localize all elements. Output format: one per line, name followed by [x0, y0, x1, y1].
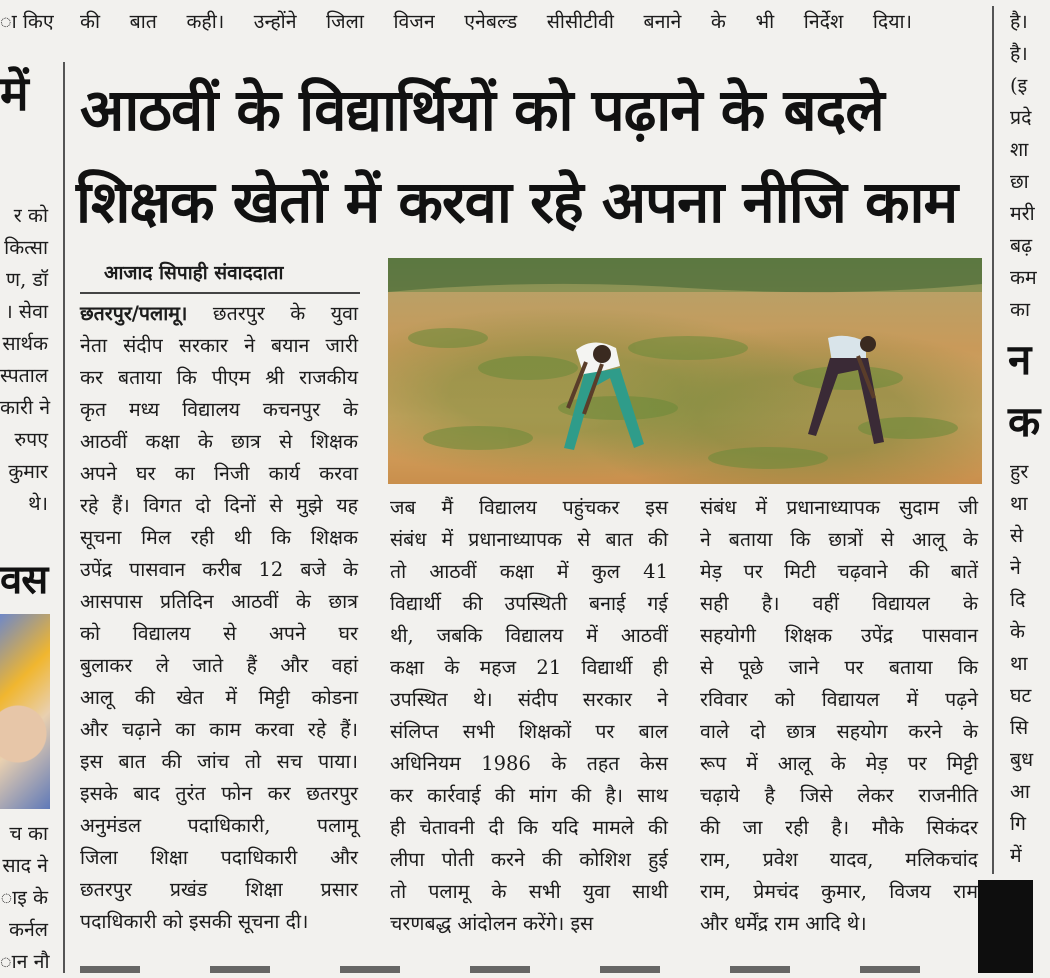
- text-line: को विद्यालय से अपने घर: [80, 622, 358, 645]
- text-line: च का: [9, 822, 48, 845]
- text-line: वाले दो छात्र सहयोग करने के: [700, 720, 978, 743]
- text-line: रुपए: [14, 428, 48, 451]
- text-line: था: [1010, 492, 1028, 515]
- text-line: उपस्थित थे। संदीप सरकार ने: [390, 688, 668, 711]
- headline-line-2: शिक्षक खेतों में करवा रहे अपना नीजि काम: [76, 168, 958, 236]
- text-line: आ: [1010, 780, 1030, 803]
- text-line: तो पलामू के सभी युवा साथी: [390, 880, 668, 903]
- text-line: जब मैं विद्यालय पहुंचकर इस: [390, 496, 668, 519]
- top-strip-text: की बात कही। उन्होंने जिला विजन एनेबल्ड सीसीटीवी बनाने के भी निर्देश दिया।: [80, 10, 912, 33]
- text-line: अनुमंडल पदाधिकारी, पलामू: [80, 814, 358, 837]
- news-photo-illustration: [388, 258, 982, 484]
- text-line: इसके बाद तुरंत फोन कर छतरपुर: [80, 782, 358, 805]
- text-line: संबंध में प्रधानाध्यापक से बात की: [390, 528, 668, 551]
- text-line: विद्यार्थी की उपस्थिती बनाई गई: [390, 592, 668, 615]
- text-line: अधिनियम 1986 के तहत केस: [390, 752, 668, 775]
- left-sidebar-heading-top: में: [0, 66, 28, 122]
- text-line: आसपास प्रतिदिन आठवीं के छात्र: [80, 590, 358, 613]
- column-1-first-line: छतरपुर/पलामू। छतरपुर के युवा: [80, 302, 359, 325]
- right-sidebar-text-a: [1010, 38, 1050, 326]
- text-line: ाइ के: [0, 886, 48, 909]
- text-line: ण, डॉ: [6, 268, 48, 291]
- text-line: बढ़: [1010, 234, 1033, 257]
- top-right-fragment: है।: [1010, 10, 1028, 33]
- text-line: उपेंद्र पासवान करीब 12 बजे के: [80, 558, 358, 581]
- text-line: संबंध में प्रधानाध्यापक सुदाम जी: [700, 496, 978, 519]
- top-left-fragment: ा किए: [0, 10, 54, 33]
- text-line: के: [1010, 620, 1025, 643]
- text-line: (इ: [1010, 74, 1028, 97]
- text-line: रहे हैं। विगत दो दिनों से मुझे यह: [80, 494, 358, 517]
- text-line: नेता संदीप सरकार ने बयान जारी: [80, 334, 358, 357]
- text-line: बुलाकर ले जाते हैं और वहां: [80, 654, 358, 677]
- text-line: ही चेतावनी दी कि यदि मामले की: [390, 816, 668, 839]
- text-line: सहयोगी शिक्षक उपेंद्र पासवान: [700, 624, 978, 647]
- text-line: से पूछे जाने पर बताया कि: [700, 656, 978, 679]
- text-line: सूचना मिल रही थी कि शिक्षक: [80, 526, 358, 549]
- text-line: छतरपुर प्रखंड शिक्षा प्रसार: [80, 878, 358, 901]
- text-line: शा: [1010, 138, 1029, 161]
- text-line: स्पताल: [0, 364, 49, 387]
- text-line: और धर्मेंद्र राम आदि थे।: [700, 912, 867, 935]
- text-line: अपने घर का निजी कार्य करवा: [80, 462, 358, 485]
- article-column-3: [700, 492, 978, 940]
- text-line: कर कार्रवाई की मांग की है। साथ: [390, 784, 668, 807]
- text-line: चरणबद्ध आंदोलन करेंगे। इस: [390, 912, 594, 935]
- text-line: और चढ़ाने का काम करवा रहे हैं।: [80, 718, 358, 741]
- headline-line-1: आठवीं के विद्यार्थियों को पढ़ाने के बदले: [80, 76, 884, 144]
- left-sidebar-text-b: [0, 818, 48, 978]
- right-sidebar-heading-b: क: [1008, 397, 1040, 446]
- text-line: कृत मध्य विद्यालय कचनपुर के: [80, 398, 358, 421]
- byline-rule: [80, 292, 360, 294]
- dateline: छतरपुर/पलामू।: [80, 302, 188, 325]
- text-line: कक्षा के महज 21 विद्यार्थी ही: [390, 656, 668, 679]
- next-line-cut: [80, 966, 980, 973]
- text-line: छा: [1010, 170, 1029, 193]
- text-line: मरी: [1010, 202, 1035, 225]
- byline: आजाद सिपाही संवाददाता: [104, 262, 284, 284]
- text-line: दि: [1010, 588, 1026, 611]
- text-line: से: [1010, 524, 1024, 547]
- right-sidebar-dark-block: [978, 880, 1033, 973]
- text-line: कित्सा: [4, 236, 48, 259]
- text-line: गि: [1010, 812, 1027, 835]
- text-line: कारी ने: [0, 396, 51, 419]
- text-line: है।: [1010, 42, 1028, 65]
- text-line: संलिप्त सभी शिक्षकों पर बाल: [390, 720, 668, 743]
- text-line: चढ़ाये है जिसे लेकर राजनीति: [700, 784, 978, 807]
- text-line: हुर: [1010, 460, 1029, 483]
- text-line: कुमार: [8, 460, 48, 483]
- text-line: बुध: [1010, 748, 1034, 771]
- text-line: तो आठवीं कक्षा में कुल 41: [390, 560, 668, 583]
- text-line: थी, जबकि विद्यालय में आठवीं: [390, 624, 668, 647]
- text-line: घट: [1010, 684, 1032, 707]
- text-line: जिला शिक्षा पदाधिकारी और: [80, 846, 358, 869]
- text-line: इस बात की जांच तो सच पाया।: [80, 750, 358, 773]
- text-line: में: [1010, 844, 1022, 867]
- text-line: कर बताया कि पीएम श्री राजकीय: [80, 366, 358, 389]
- text-line: कर्नल: [8, 918, 48, 941]
- text-line: साद ने: [2, 854, 48, 877]
- column-rule-right: [992, 6, 994, 874]
- column-rule-left: [63, 62, 65, 973]
- text-line: सि: [1010, 716, 1029, 739]
- left-sidebar-heading-mid: वस: [0, 557, 48, 603]
- text-line: ने: [1010, 556, 1021, 579]
- text-line: राम, प्रवेश यादव, मलिकचांद: [700, 848, 978, 871]
- text-line: कम: [1010, 266, 1037, 289]
- news-photo: [388, 258, 982, 484]
- article-column-2: [390, 492, 668, 940]
- text-line: मेड़ पर मिटी चढ़वाने की बातें: [700, 560, 978, 583]
- text-line: रूप में आलू के मेड़ पर मिट्टी: [700, 752, 978, 775]
- text-line: पदाधिकारी को इसकी सूचना दी।: [80, 910, 309, 933]
- text-line: रविवार को विद्यायल में पढ़ने: [700, 688, 978, 711]
- right-sidebar-text-b: [1010, 456, 1050, 872]
- text-line: आठवीं कक्षा के छात्र से शिक्षक: [80, 430, 358, 453]
- text-line: राम, प्रेमचंद कुमार, विजय राम: [700, 880, 978, 903]
- right-sidebar-heading-a: न: [1008, 335, 1031, 384]
- text-line: का: [1010, 298, 1031, 321]
- text-line: ने बताया कि छात्रों से आलू के: [700, 528, 978, 551]
- text-line: थे।: [28, 492, 48, 515]
- text-line: सही है। वहीं विद्यायल के: [700, 592, 978, 615]
- text-line: ान नौ: [0, 950, 50, 973]
- text-line: सार्थक: [2, 332, 48, 355]
- left-sidebar-text-a: [0, 200, 51, 520]
- text-line: की जा रही है। मौके सिकंदर: [700, 816, 978, 839]
- text-line: था: [1010, 652, 1028, 675]
- article-column-1: [80, 298, 358, 938]
- text-line: प्रदे: [1010, 106, 1032, 129]
- student-figure-left: [564, 342, 644, 450]
- text-line: लीपा पोती करने की कोशिश हुई: [390, 848, 668, 871]
- text-line: आलू की खेत में मिट्टी कोडना: [80, 686, 358, 709]
- text-line: । सेवा: [5, 300, 48, 323]
- text-line: र को: [13, 204, 48, 227]
- left-sidebar-photo: [0, 614, 50, 809]
